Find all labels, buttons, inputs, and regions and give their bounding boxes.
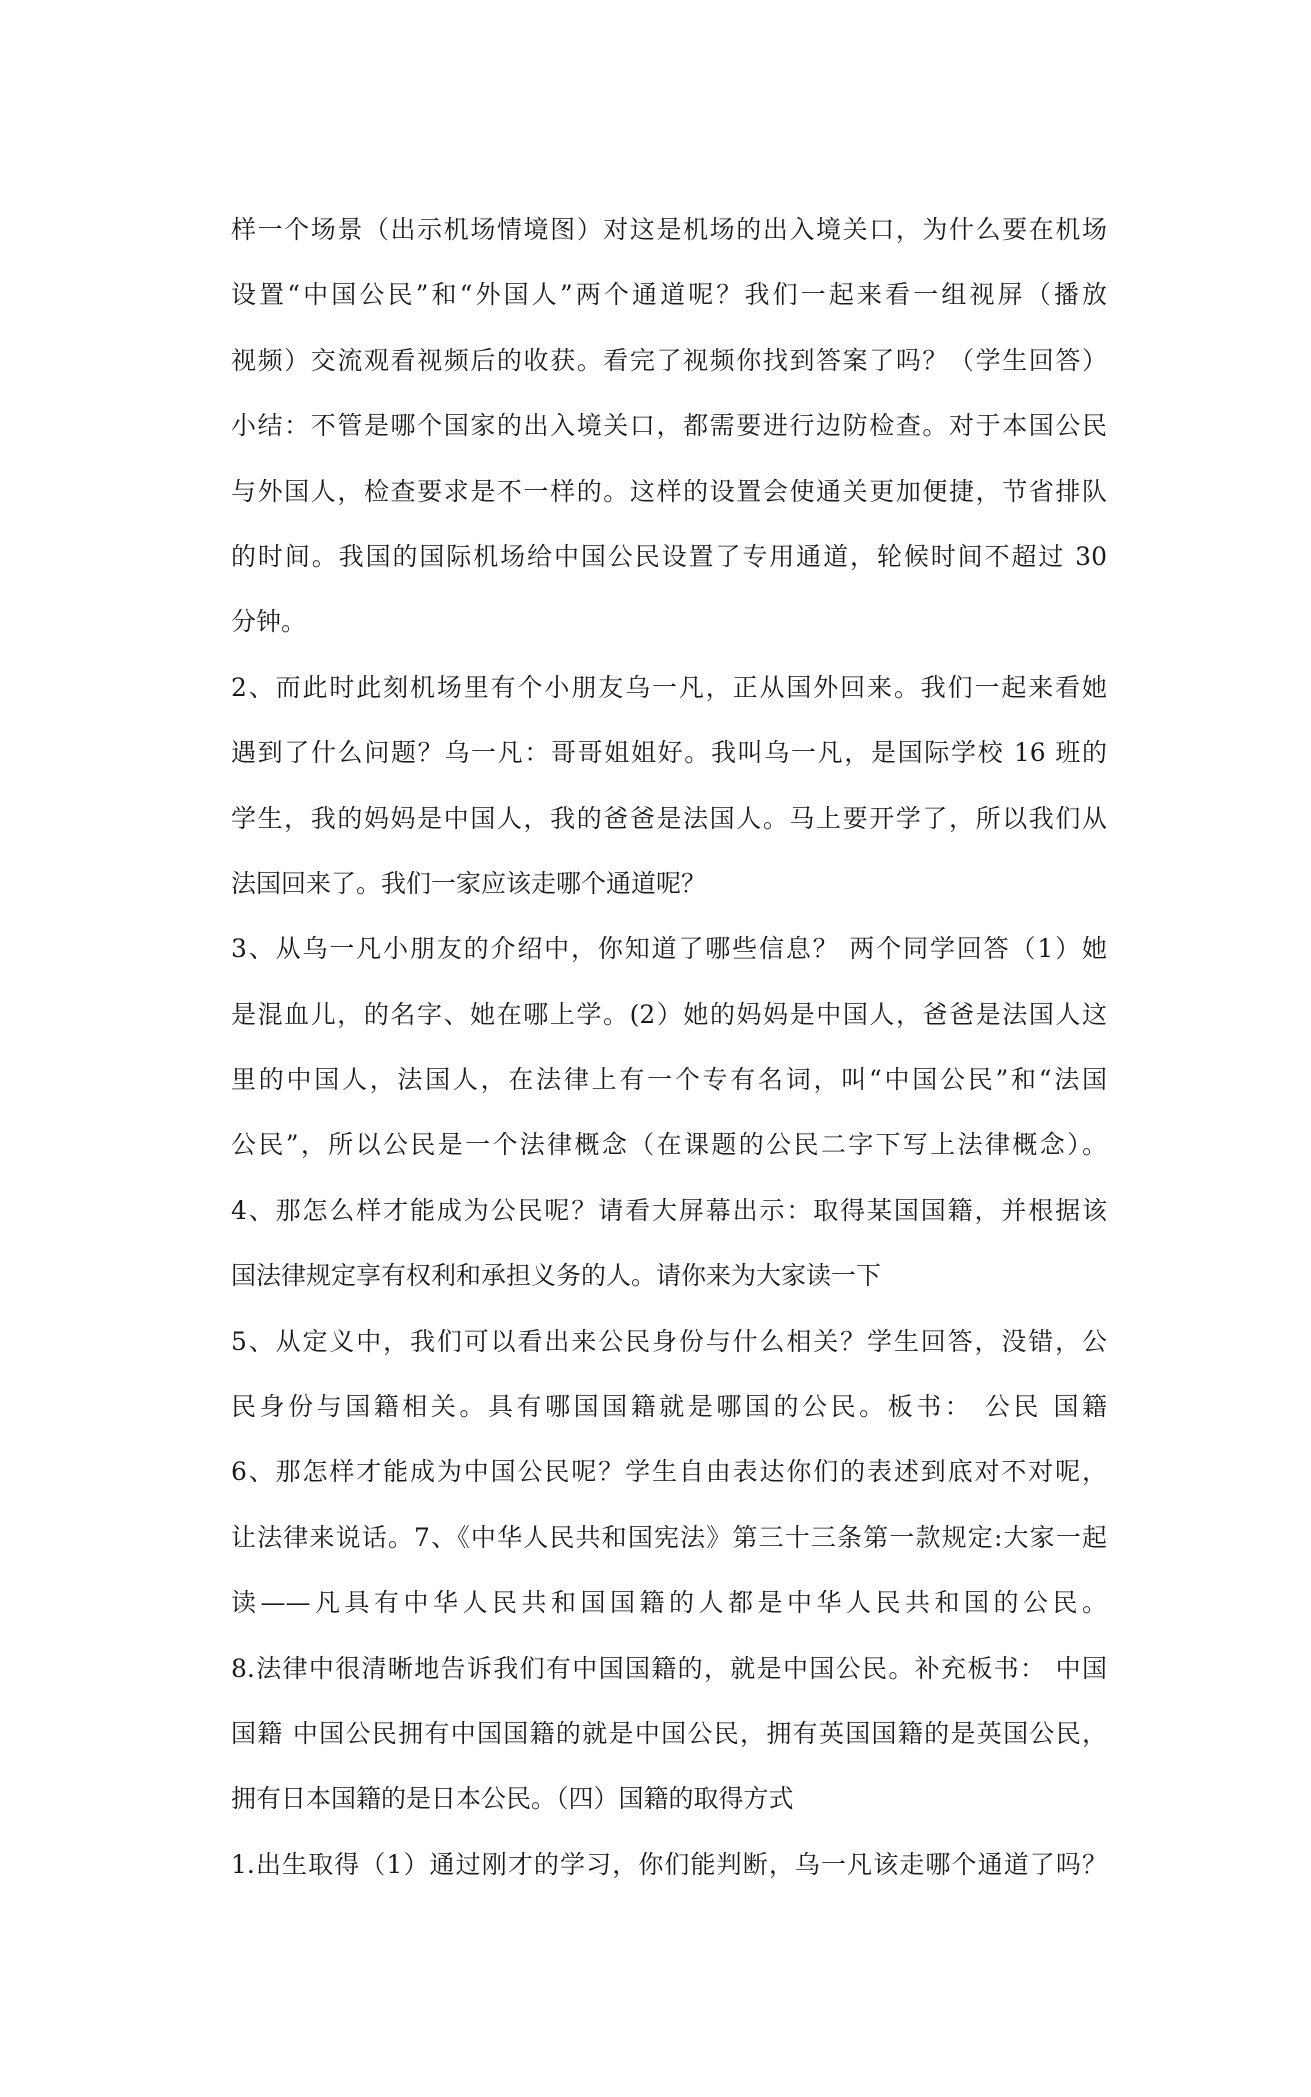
text-line: 小结：不管是哪个国家的出入境关口，都需要进行边防检查。对于本国公民 <box>231 411 1107 441</box>
text-line: 是混血儿，的名字、她在哪上学。(2）她的妈妈是中国人，爸爸是法国人这 <box>231 999 1107 1029</box>
text-line: 4、那怎么样才能成为公民呢？请看大屏幕出示：取得某国国籍，并根据该 <box>231 1195 1107 1225</box>
text-line: 法国回来了。我们一家应该走哪个通道呢？ <box>231 868 707 898</box>
text-line: 读——凡具有中华人民共和国国籍的人都是中华人民共和国的公民。 <box>231 1588 1107 1618</box>
text-line: 6、那怎样才能成为中国公民呢？学生自由表达你们的表述到底对不对呢， <box>231 1457 1107 1487</box>
body-text <box>231 197 1107 1897</box>
text-line: 分钟。 <box>231 607 307 637</box>
text-line: 1.出生取得（1）通过刚才的学习，你们能判断，乌一凡该走哪个通道了吗？ <box>231 1849 1107 1879</box>
text-line: 让法律来说话。7、《中华人民共和国宪法》第三十三条第一款规定:大家一起 <box>231 1522 1107 1552</box>
text-line: 学生，我的妈妈是中国人，我的爸爸是法国人。马上要开学了，所以我们从 <box>231 803 1107 833</box>
text-line: 拥有日本国籍的是日本公民。（四）国籍的取得方式 <box>231 1784 794 1814</box>
text-line: 样一个场景（出示机场情境图）对这是机场的出入境关口，为什么要在机场 <box>231 215 1107 244</box>
text-line: 民身份与国籍相关。具有哪国国籍就是哪国的公民。板书： 公民 国籍 <box>231 1392 1107 1422</box>
text-line: 公民”，所以公民是一个法律概念（在课题的公民二字下写上法律概念）。 <box>231 1130 1107 1160</box>
text-line: 的时间。我国的国际机场给中国公民设置了专用通道，轮候时间不超过 30 <box>231 541 1107 571</box>
text-line: 视频）交流观看视频后的收获。看完了视频你找到答案了吗？（学生回答） <box>231 345 1107 375</box>
text-line: 8.法律中很清晰地告诉我们有中国国籍的，就是中国公民。补充板书： 中国 <box>231 1653 1107 1683</box>
text-line: 3、从乌一凡小朋友的介绍中，你知道了哪些信息？ 两个同学回答（1）她 <box>231 934 1107 964</box>
text-line: 5、从定义中，我们可以看出来公民身份与什么相关？学生回答，没错，公 <box>231 1326 1107 1356</box>
text-line: 国法律规定享有权利和承担义务的人。请你来为大家读一下 <box>231 1261 882 1291</box>
text-line: 2、而此时此刻机场里有个小朋友乌一凡，正从国外回来。我们一起来看她 <box>231 672 1107 702</box>
text-line: 遇到了什么问题？乌一凡：哥哥姐姐好。我叫乌一凡，是国际学校 16 班的 <box>231 738 1107 768</box>
text-line: 与外国人，检查要求是不一样的。这样的设置会使通关更加便捷，节省排队 <box>231 476 1107 506</box>
text-line: 国籍 中国公民拥有中国国籍的就是中国公民，拥有英国国籍的是英国公民， <box>231 1718 1107 1748</box>
text-line: 设置“中国公民”和“外国人”两个通道呢？我们一起来看一组视屏（播放 <box>231 280 1107 310</box>
text-line: 里的中国人，法国人，在法律上有一个专有名词，叫“中国公民”和“法国 <box>231 1065 1107 1095</box>
